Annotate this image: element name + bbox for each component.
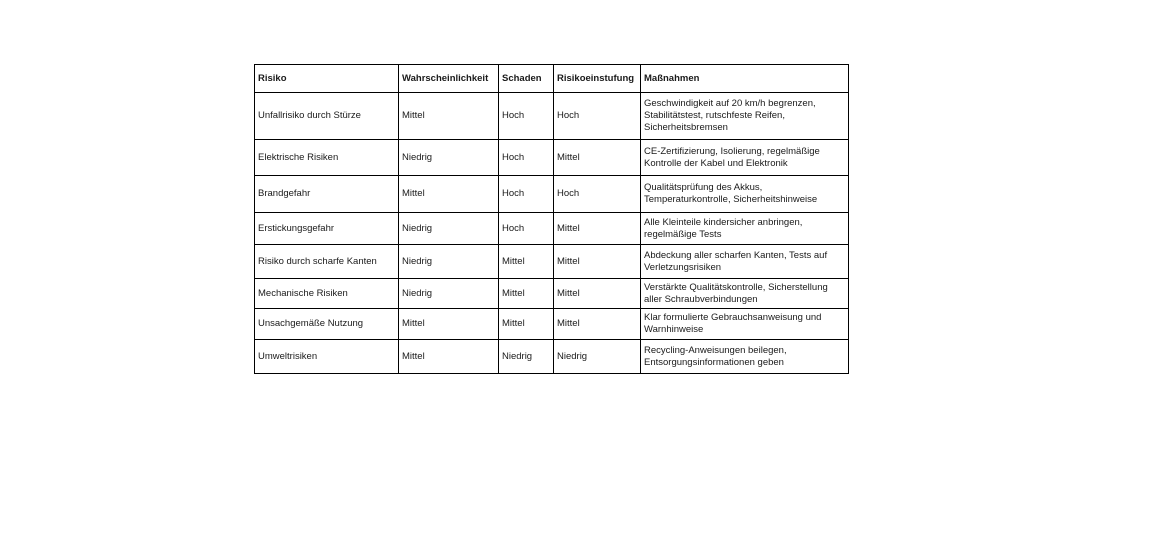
table-row [255,309,849,340]
cell-measures: Abdeckung aller scharfen Kanten, Tests auf Verletzungsrisiken [641,245,849,279]
cell-probability: Niedrig [399,279,499,309]
table-row [255,245,849,279]
cell-risk: Brandgefahr [255,176,399,213]
cell-probability: Niedrig [399,213,499,245]
cell-measures: Verstärkte Qualitätskontrolle, Sicherstellung aller Schraubverbindungen [641,279,849,309]
cell-classification: Hoch [554,176,641,213]
cell-classification: Mittel [554,309,641,340]
cell-probability: Mittel [399,93,499,140]
cell-probability: Mittel [399,176,499,213]
cell-probability: Mittel [399,340,499,374]
cell-risk: Unfallrisiko durch Stürze [255,93,399,140]
cell-harm: Mittel [499,309,554,340]
cell-risk: Elektrische Risiken [255,140,399,176]
cell-measures: Klar formulierte Gebrauchsanweisung und Warnhinweise [641,309,849,340]
cell-harm: Hoch [499,93,554,140]
cell-probability: Mittel [399,309,499,340]
cell-risk: Risiko durch scharfe Kanten [255,245,399,279]
header-classification: Risikoeinstufung [554,65,641,93]
cell-harm: Hoch [499,213,554,245]
cell-classification: Niedrig [554,340,641,374]
header-risk: Risiko [255,65,399,93]
header-probability: Wahrscheinlichkeit [399,65,499,93]
cell-classification: Mittel [554,213,641,245]
cell-measures: Recycling-Anweisungen beilegen, Entsorgungsinformationen geben [641,340,849,374]
cell-measures: CE-Zertifizierung, Isolierung, regelmäßige Kontrolle der Kabel und Elektronik [641,140,849,176]
cell-harm: Mittel [499,245,554,279]
cell-measures: Alle Kleinteile kindersicher anbringen, regelmäßige Tests [641,213,849,245]
cell-measures: Geschwindigkeit auf 20 km/h begrenzen, Stabilitätstest, rutschfeste Reifen, Sicherheitsbremsen [641,93,849,140]
table-row [255,279,849,309]
table-row [255,213,849,245]
table-row [255,140,849,176]
cell-measures: Qualitätsprüfung des Akkus, Temperaturkontrolle, Sicherheitshinweise [641,176,849,213]
cell-classification: Mittel [554,245,641,279]
cell-classification: Mittel [554,140,641,176]
cell-probability: Niedrig [399,245,499,279]
table-row [255,176,849,213]
risk-assessment-table [254,64,849,374]
cell-risk: Erstickungsgefahr [255,213,399,245]
cell-probability: Niedrig [399,140,499,176]
cell-classification: Mittel [554,279,641,309]
cell-risk: Mechanische Risiken [255,279,399,309]
table-row [255,340,849,374]
header-harm: Schaden [499,65,554,93]
table-row [255,93,849,140]
header-measures: Maßnahmen [641,65,849,93]
cell-harm: Hoch [499,140,554,176]
table-header-row [255,65,849,93]
cell-harm: Niedrig [499,340,554,374]
cell-harm: Mittel [499,279,554,309]
cell-harm: Hoch [499,176,554,213]
cell-classification: Hoch [554,93,641,140]
cell-risk: Umweltrisiken [255,340,399,374]
cell-risk: Unsachgemäße Nutzung [255,309,399,340]
